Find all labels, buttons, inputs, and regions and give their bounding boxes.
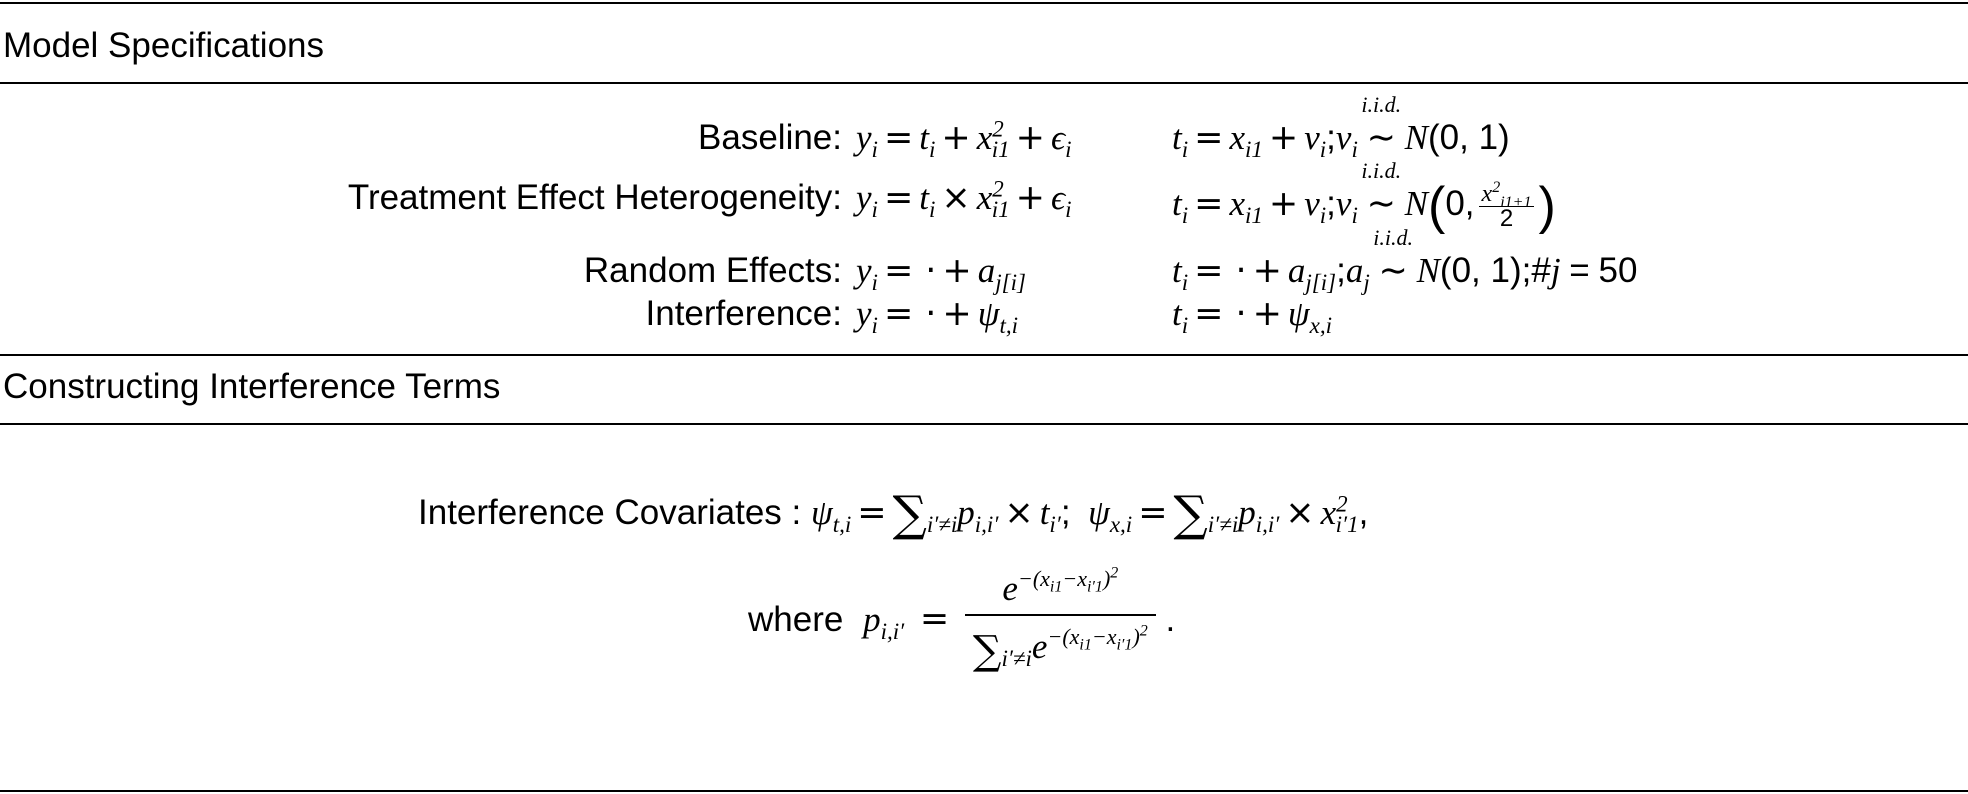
iid-label: i.i.d. (1373, 225, 1414, 250)
model-row-heterogeneity (0, 158, 1968, 236)
outcome-equation: $y_i = t_i + x^2_{i1} + \epsilon_i$ (856, 116, 1072, 162)
outcome-equation: $y_i = t_i \times x^2_{i1} + \epsilon_i$ (856, 176, 1072, 222)
outcome-equation: $y_i$ = · + $a_{j[i]}$ (856, 251, 1026, 295)
iid-label: i.i.d. (1361, 158, 1402, 183)
model-label: Treatment Effect Heterogeneity: (347, 178, 842, 217)
section-title-constructing-interference: Constructing Interference Terms (3, 367, 501, 406)
model-label: Interference: (645, 294, 842, 333)
treatment-equation: $t_i$ = · + $a_{j[i]};a_j$ i.i.d. ∼ N(0, 1);#j = 50 (1172, 225, 1638, 295)
section-rule (0, 354, 1968, 356)
model-label: Random Effects: (583, 251, 842, 290)
section-rule (0, 82, 1968, 84)
bottom-rule (0, 790, 1968, 792)
covariates-label: Interference Covariates : (418, 493, 802, 532)
where-label: where (748, 600, 844, 639)
top-rule (0, 2, 1968, 4)
treatment-equation: $t_i = x_{i1}$ + $v_i;v_i$ i.i.d. ∼ N(0, $\frac{x^2_{i1+1}}{2}$ ) (1172, 158, 1556, 235)
variance-fraction: $\frac{x^2_{i1+1}}{2}$ (1479, 182, 1535, 231)
section-title-model-specifications: Model Specifications (3, 26, 324, 65)
outcome-equation: $y_i$ = · + $\psi_{t,i}$ (856, 294, 1019, 338)
iid-label: i.i.d. (1361, 92, 1402, 117)
weight-definition-equation: where $p_{i,i'}$ = $\frac{e^{-(x_{i1}-x_{i'1})^2}}{\sum_{i'\ne i}e^{-(x_{i1}-x_{i'1})^2}}$ . (748, 564, 1176, 674)
group-count: 50 (1598, 251, 1638, 290)
section-rule (0, 423, 1968, 425)
interference-covariates-equation: Interference Covariates : $\psi_{t,i} = \sum_{i'\ne i}p_{i,i'} \times t_{i'}$; $\psi_{x,i} = \sum_{i'\ne i}p_{i,i'} \times x^2_{i'1}$, (418, 486, 1369, 542)
treatment-equation: $t_i = x_{i1}$ + $v_i;v_i$ i.i.d. ∼ N(0, 1) (1172, 92, 1510, 162)
treatment-equation: $t_i$ = · + $\psi_{x,i}$ (1172, 294, 1333, 338)
model-label: Baseline: (698, 118, 842, 157)
weight-fraction: $\frac{e^{-(x_{i1}-x_{i'1})^2}}{\sum_{i'\ne i}e^{-(x_{i1}-x_{i'1})^2}}$ (965, 568, 1156, 671)
